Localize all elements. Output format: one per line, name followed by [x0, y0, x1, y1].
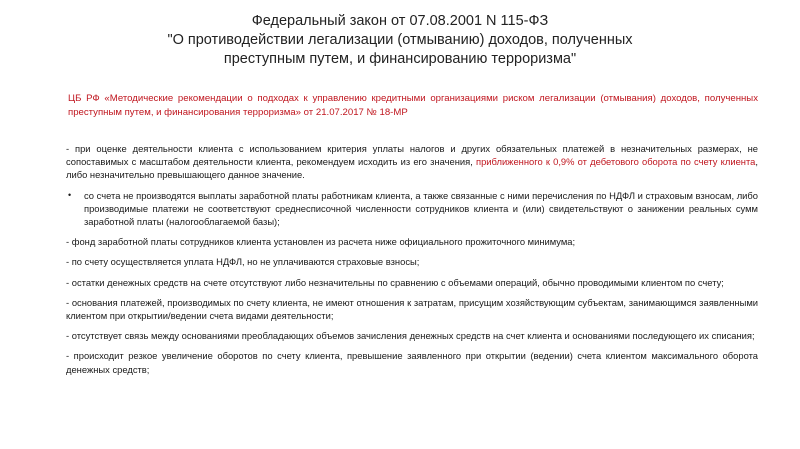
- list-item: [66, 189, 758, 229]
- paragraph-turnover-increase: - происходит резкое увеличение оборотов по счету клиента, превышение заявленного при открытии (ведении) счета клиентом максимального оборота денежных средств;: [66, 350, 758, 375]
- highlighted-threshold: приближенного к 0,9% от дебетового оборота по счету клиента: [476, 156, 756, 168]
- document-body: [66, 142, 758, 383]
- title-line-1: Федеральный закон от 07.08.2001 N 115-ФЗ: [251, 13, 549, 29]
- bullet-text-salary: со счета не производятся выплаты заработной платы работникам клиента, а также связанные с ними перечисления по НДФЛ и страховым взносам, либо производимые платежи не соответствуют среднесписочной численности сотрудников клиента и (или) свидетельствуют о занижении реальных сумм заработной платы (налогооблагаемой базы);: [84, 189, 758, 228]
- paragraph-criteria-end: , либо незначительно превышающего данное значение.: [66, 156, 758, 181]
- title-line-2: "О противодействии легализации (отмыванию) доходов, полученных: [167, 32, 633, 48]
- paragraph-payment-grounds: - основания платежей, производимых по счету клиента, не имеют отношения к затратам, присущим хозяйствующим субъектам, занимающимся заявленными клиентом при открытии/ведении счета видами деятельности;: [66, 296, 758, 322]
- document-title: [120, 12, 680, 69]
- paragraph-ndfl: - по счету осуществляется уплата НДФЛ, но не уплачиваются страховые взносы;: [66, 256, 420, 268]
- paragraph-payroll-fund: - фонд заработной платы сотрудников клиента установлен из расчета ниже официального прожиточного минимума;: [66, 236, 576, 248]
- bullet-icon: •: [68, 189, 72, 200]
- paragraph-criteria: [66, 142, 758, 182]
- paragraph-crediting-link: - отсутствует связь между основаниями преобладающих объемов зачисления денежных средств на счет клиента и основаниями последующего их списания;: [66, 330, 755, 342]
- paragraph-balances: - остатки денежных средств на счете отсутствуют либо незначительны по сравнению с объемами операций, обычно проводимыми клиентом по счету;: [66, 276, 724, 288]
- cbr-recommendation-reference: ЦБ РФ «Методические рекомендации о подходах к управлению кредитными организациями риском легализации (отмывания) доходов, полученных преступным путем, и финансирования терроризма» от 21.07.2017 № 18-МР: [68, 93, 758, 118]
- paragraph-criteria-start: - при оценке деятельности клиента с использованием критерия уплаты налогов и других обязательных платежей в незначительных размерах, не сопоставимых с масштабом деятельности клиента, рекомендуем исходить из его значения,: [66, 143, 758, 168]
- title-line-3: преступным путем, и финансированию терроризма": [223, 51, 577, 67]
